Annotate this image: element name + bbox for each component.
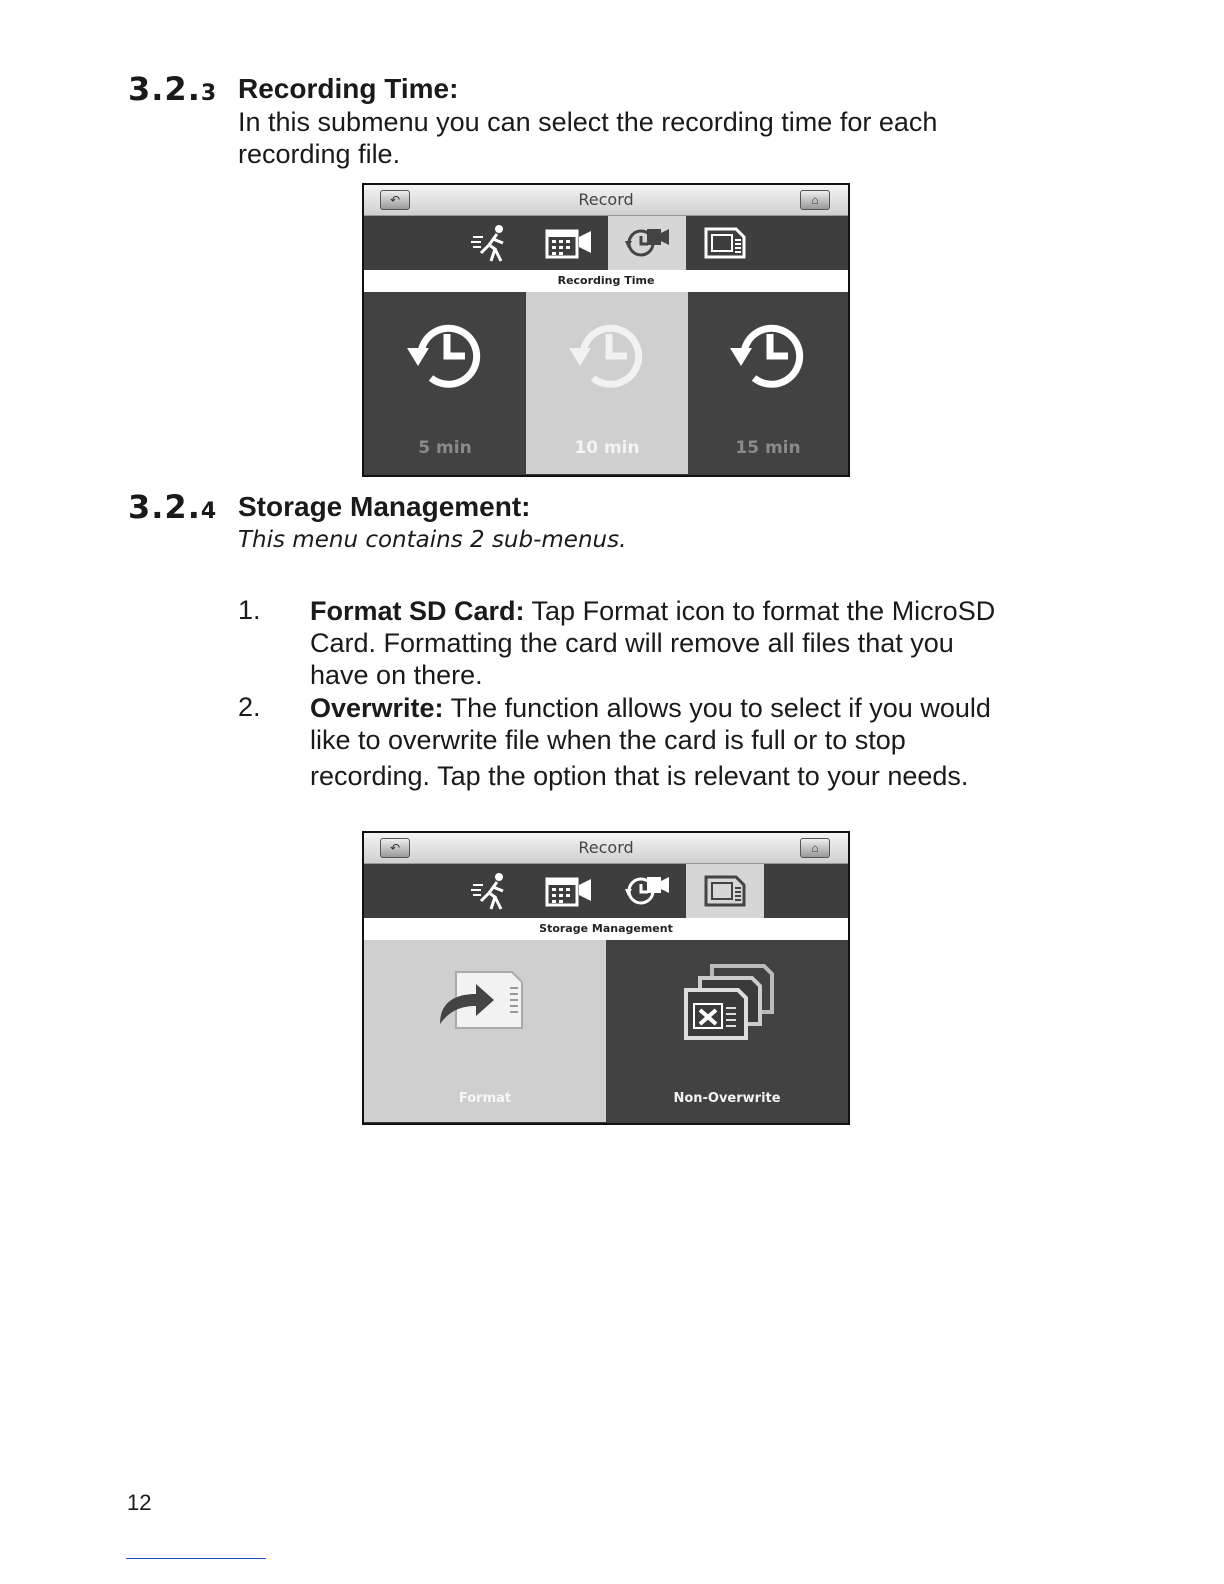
back-arrow-icon[interactable]: ↶ bbox=[380, 190, 410, 210]
recording-time-description bbox=[238, 106, 937, 170]
home-icon[interactable]: ⌂ bbox=[800, 838, 830, 858]
footer-line bbox=[126, 1558, 266, 1559]
clock-camera-icon[interactable] bbox=[608, 864, 686, 918]
clock-history-icon bbox=[403, 314, 487, 394]
sd-card-icon[interactable] bbox=[686, 864, 764, 918]
list-item-format-sd-card bbox=[310, 595, 1070, 691]
screen-title: Record bbox=[578, 190, 634, 209]
schedule-camera-icon[interactable] bbox=[530, 216, 608, 270]
home-icon[interactable]: ⌂ bbox=[800, 190, 830, 210]
list-number: 1. bbox=[238, 595, 261, 625]
back-arrow-icon[interactable]: ↶ bbox=[380, 838, 410, 858]
screen-top-bar bbox=[364, 833, 848, 864]
storage-options bbox=[364, 940, 848, 1122]
list-item-text: recording. Tap the option that is relevant to your needs. bbox=[310, 761, 969, 791]
list-item-bold: Format SD Card: bbox=[310, 596, 525, 626]
option-non-overwrite[interactable] bbox=[606, 940, 848, 1122]
sd-card-icon[interactable] bbox=[686, 216, 764, 270]
motion-detect-icon[interactable] bbox=[452, 864, 530, 918]
recording-time-screen bbox=[362, 183, 850, 477]
section-number-3-2-3: 3.2.3 bbox=[128, 70, 218, 108]
submenu-title: Recording Time bbox=[364, 270, 848, 292]
list-item-overwrite bbox=[310, 692, 1070, 792]
screen-top-bar bbox=[364, 185, 848, 216]
list-item-bold: Overwrite: bbox=[310, 693, 444, 723]
option-label: Non-Overwrite bbox=[673, 1091, 781, 1106]
storage-management-screen bbox=[362, 831, 850, 1125]
format-sd-card-icon bbox=[430, 966, 540, 1046]
option-10-min[interactable] bbox=[526, 292, 688, 474]
option-15-min[interactable] bbox=[688, 292, 848, 474]
storage-note: This menu contains 2 sub-menus. bbox=[238, 527, 627, 553]
list-item-text: Tap Format icon to format the MicroSD bbox=[524, 596, 996, 626]
option-label: 10 min bbox=[574, 438, 640, 458]
clock-history-icon bbox=[565, 314, 649, 394]
list-item-text: The function allows you to select if you would bbox=[443, 693, 991, 723]
clock-history-icon bbox=[726, 314, 810, 394]
section-title-storage-management: Storage Management: bbox=[238, 491, 531, 522]
option-label: Format bbox=[458, 1091, 512, 1106]
recording-time-options bbox=[364, 292, 848, 474]
list-item-text: like to overwrite file when the card is full or to stop bbox=[310, 725, 906, 755]
screen-title: Record bbox=[578, 838, 634, 857]
option-label: 15 min bbox=[735, 438, 801, 458]
motion-detect-icon[interactable] bbox=[452, 216, 530, 270]
menu-icon-bar bbox=[364, 864, 848, 918]
option-5-min[interactable] bbox=[364, 292, 526, 474]
non-overwrite-icon bbox=[672, 962, 782, 1046]
section-title-recording-time: Recording Time: bbox=[238, 73, 459, 104]
description-line: recording file. bbox=[238, 139, 401, 169]
schedule-camera-icon[interactable] bbox=[530, 864, 608, 918]
description-line: In this submenu you can select the recording time for each bbox=[238, 107, 938, 137]
option-format[interactable] bbox=[364, 940, 606, 1122]
list-item-text: Card. Formatting the card will remove all files that you bbox=[310, 628, 954, 658]
option-label: 5 min bbox=[418, 438, 472, 458]
section-number-3-2-4: 3.2.4 bbox=[128, 488, 218, 526]
list-item-text: have on there. bbox=[310, 660, 483, 690]
submenu-title: Storage Management bbox=[364, 918, 848, 940]
menu-icon-bar bbox=[364, 216, 848, 270]
page-number: 12 bbox=[127, 1490, 152, 1515]
list-number: 2. bbox=[238, 692, 261, 722]
clock-camera-icon[interactable] bbox=[608, 216, 686, 270]
